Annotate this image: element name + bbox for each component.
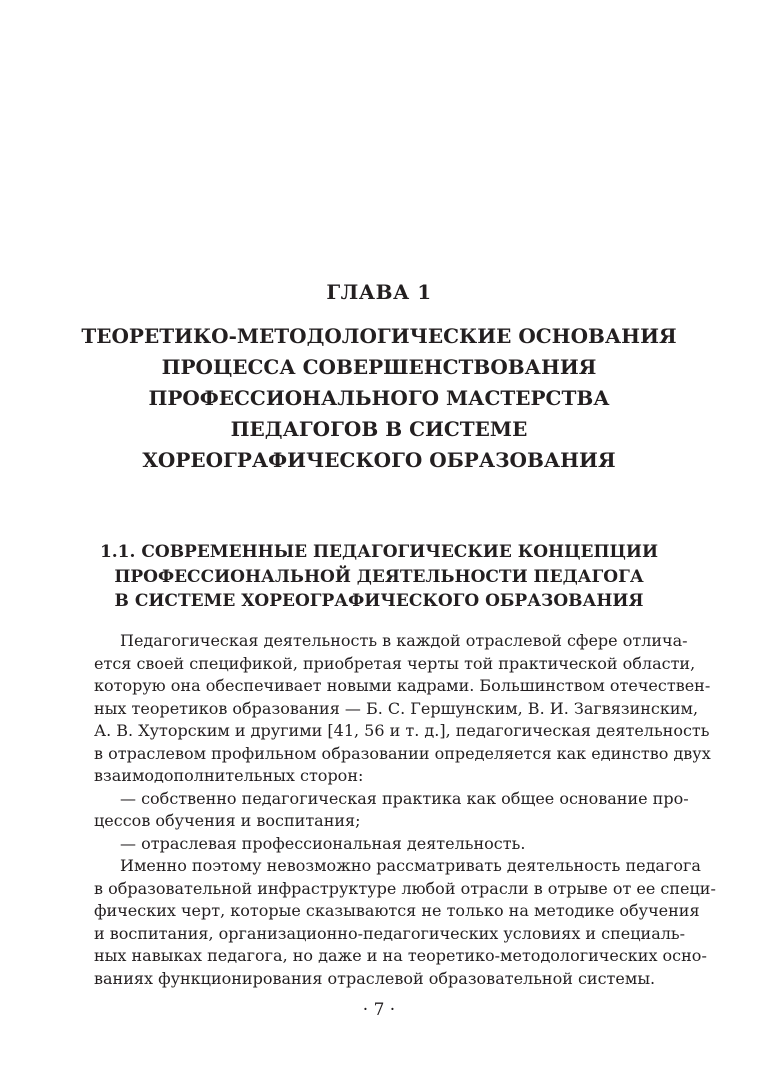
body-line: ется своей спецификой, приобретая черты той практической области,: [94, 653, 696, 673]
chapter-title-line: ТЕОРЕТИКО-МЕТОДОЛОГИЧЕСКИЕ ОСНОВАНИЯ: [81, 324, 677, 348]
chapter-title-line: ХОРЕОГРАФИЧЕСКОГО ОБРАЗОВАНИЯ: [142, 448, 616, 472]
body-line: ваниях функционирования отраслевой образовательной системы.: [94, 968, 656, 988]
body-line: фических черт, которые сказываются не только на методике обучения: [94, 901, 700, 920]
body-line: и воспитания, организационно-педагогических условиях и специаль-: [94, 923, 686, 943]
body-line: ных навыках педагога, но даже и на теоретико-методологических осно-: [94, 946, 707, 965]
body-line: взаимодополнительных сторон:: [94, 766, 364, 785]
body-line: цессов обучения и воспитания;: [94, 811, 361, 830]
body-line: Именно поэтому невозможно рассматривать деятельность педагога: [120, 856, 701, 875]
chapter-title-line: ПЕДАГОГОВ В СИСТЕМЕ: [230, 417, 528, 441]
body-line: в отраслевом профильном образовании определяется как единство двух: [94, 743, 711, 763]
section-title-line: ПРОФЕССИОНАЛЬНОЙ ДЕЯТЕЛЬНОСТИ ПЕДАГОГА: [114, 566, 644, 587]
page-number: · 7 ·: [362, 1000, 396, 1020]
chapter-title-line: ПРОФЕССИОНАЛЬНОГО МАСТЕРСТВА: [148, 386, 610, 410]
chapter-label: ГЛАВА 1: [326, 280, 432, 304]
body-line: А. В. Хуторским и другими [41, 56 и т. д.], педагогическая деятельность: [94, 721, 710, 740]
section-title: [60, 540, 698, 614]
body-text: [94, 630, 716, 990]
section-title-line: 1.1. СОВРЕМЕННЫЕ ПЕДАГОГИЧЕСКИЕ КОНЦЕПЦИИ: [99, 542, 659, 562]
section-title-line: В СИСТЕМЕ ХОРЕОГРАФИЧЕСКОГО ОБРАЗОВАНИЯ: [114, 591, 644, 611]
body-line: которую она обеспечивает новыми кадрами. Большинством отечествен-: [94, 676, 711, 695]
body-line: ных теоретиков образования — Б. С. Гершунским, В. И. Загвязинским,: [94, 698, 699, 718]
body-line: — собственно педагогическая практика как общее основание про-: [120, 788, 689, 808]
chapter-title: [60, 321, 698, 476]
chapter-title-line: ПРОЦЕССА СОВЕРШЕНСТВОВАНИЯ: [161, 355, 597, 379]
body-line: в образовательной инфраструктуре любой отрасли в отрыве от ее специ-: [94, 878, 716, 898]
body-line: Педагогическая деятельность в каждой отраслевой сфере отлича-: [120, 631, 688, 650]
body-line: — отраслевая профессиональная деятельность.: [120, 833, 526, 853]
